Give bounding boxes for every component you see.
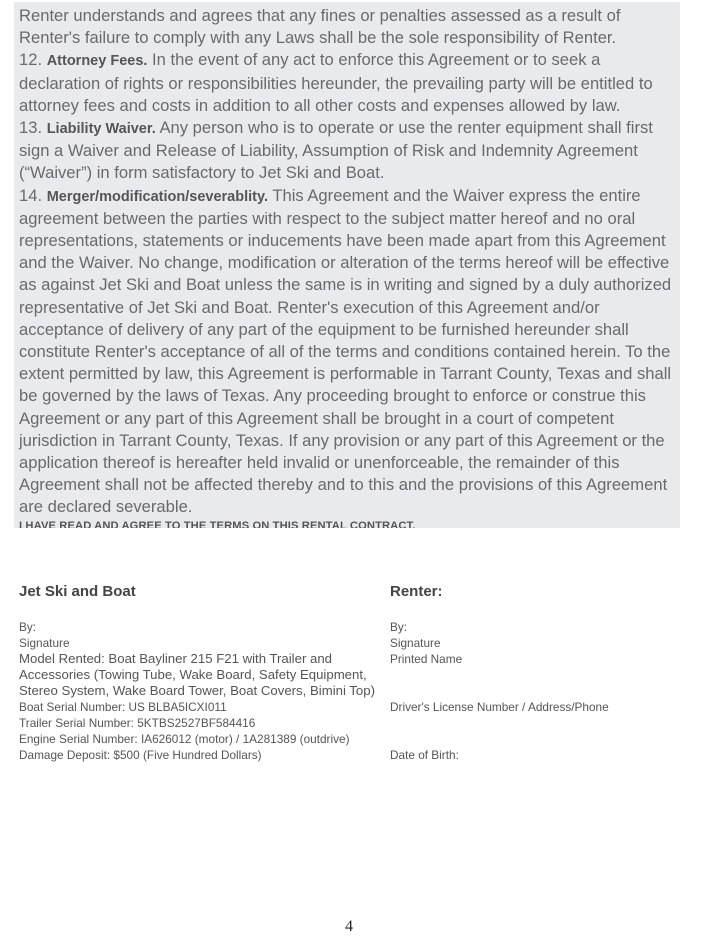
- spacer: [390, 667, 710, 699]
- terms-intro: Renter understands and agrees that any fines or penalties assessed as a result of Renter's failure to comply with any Laws shall be the sole responsibility of Renter.: [19, 6, 621, 48]
- model-rented-line-3: Stereo System, Wake Board Tower, Boat Covers, Bimini Top): [19, 683, 375, 698]
- section-13-heading: Liability Waiver.: [46, 121, 156, 138]
- renter-title: Renter:: [390, 583, 443, 600]
- section-12-body: In the event of any act to enforce this Agreement or to seek a declaration of rights or responsibilities hereunder, the prevailing party will be entitled to attorney fees and costs in addition to all other costs and expenses allowed by law.: [19, 50, 653, 115]
- section-13: [19, 117, 680, 185]
- section-14-heading: Merger/modification/severablity.: [46, 188, 269, 205]
- renter-dob-label: Date of Birth:: [390, 748, 459, 762]
- damage-deposit: Damage Deposit: $500 (Five Hundred Dollars): [19, 748, 262, 762]
- section-13-body: Any person who is to operate or use the renter equipment shall first sign a Waiver and Release of Liability, Assumption of Risk and Indemnity Agreement (“Waiver”) in form satisfactory to Jet Ski and Boat.: [19, 118, 653, 183]
- renter-by-label: By:: [390, 620, 408, 634]
- section-12: [19, 49, 680, 117]
- section-14-number: 14.: [19, 185, 47, 205]
- section-12-number: 12.: [19, 50, 47, 70]
- section-14: [19, 185, 680, 519]
- engine-serial-number: Engine Serial Number: IA626012 (motor) / 1A281389 (outdrive): [19, 732, 350, 746]
- terms-section: [14, 2, 680, 528]
- page-number: 4: [345, 918, 353, 935]
- renter-license-label: Driver's License Number / Address/Phone: [390, 700, 609, 714]
- renter-signature-label: Signature: [390, 636, 441, 650]
- boat-serial-number: Boat Serial Number: US BLBA5ICXI011: [19, 700, 227, 714]
- model-rented-line-1: Model Rented: Boat Bayliner 215 F21 with Trailer and: [19, 651, 333, 666]
- model-rented-line-2: Accessories (Towing Tube, Wake Board, Safety Equipment,: [19, 667, 367, 682]
- section-13-number: 13.: [19, 118, 47, 138]
- section-12-heading: Attorney Fees.: [46, 53, 148, 70]
- agreement-statement: I HAVE READ AND AGREE TO THE TERMS ON THIS RENTAL CONTRACT.: [19, 519, 416, 528]
- section-14-body: This Agreement and the Waiver express the entire agreement between the parties with respect to the subject matter hereof and no oral representations, statements or inducements have been made apart from this Agreement and the Waiver. No change, modification or alteration of the terms hereof will be effective as against Jet Ski and Boat unless the same is in writing and signed by a duly authorized representative of Jet Ski and Boat. Renter's execution of this Agreement and/or acceptance of delivery of any part of the equipment to be furnished hereunder shall constitute Renter's acceptance of all of the terms and conditions contained herein. To the extent permitted by law, this Agreement is performable in Tarrant County, Texas and shall be governed by the laws of Texas. Any proceeding brought to enforce or construe this Agreement or any part of this Agreement shall be brought in a court of competent jurisdiction in Tarrant County, Texas. If any provision or any part of this Agreement or the application thereof is hereafter held invalid or unenforceable, the remainder of this Agreement shall not be affected thereby and to this and the provisions of this Agreement are declared severable.: [19, 185, 672, 517]
- renter-printed-name-label: Printed Name: [390, 652, 463, 666]
- renter-signature-block: [390, 583, 710, 763]
- company-signature-label: Signature: [19, 636, 70, 650]
- trailer-serial-number: Trailer Serial Number: 5KTBS2527BF584416: [19, 716, 256, 730]
- spacer: [390, 715, 710, 747]
- terms-text: [19, 5, 680, 519]
- company-by-label: By:: [19, 620, 37, 634]
- company-title: Jet Ski and Boat: [19, 583, 136, 600]
- company-signature-block: [19, 583, 389, 763]
